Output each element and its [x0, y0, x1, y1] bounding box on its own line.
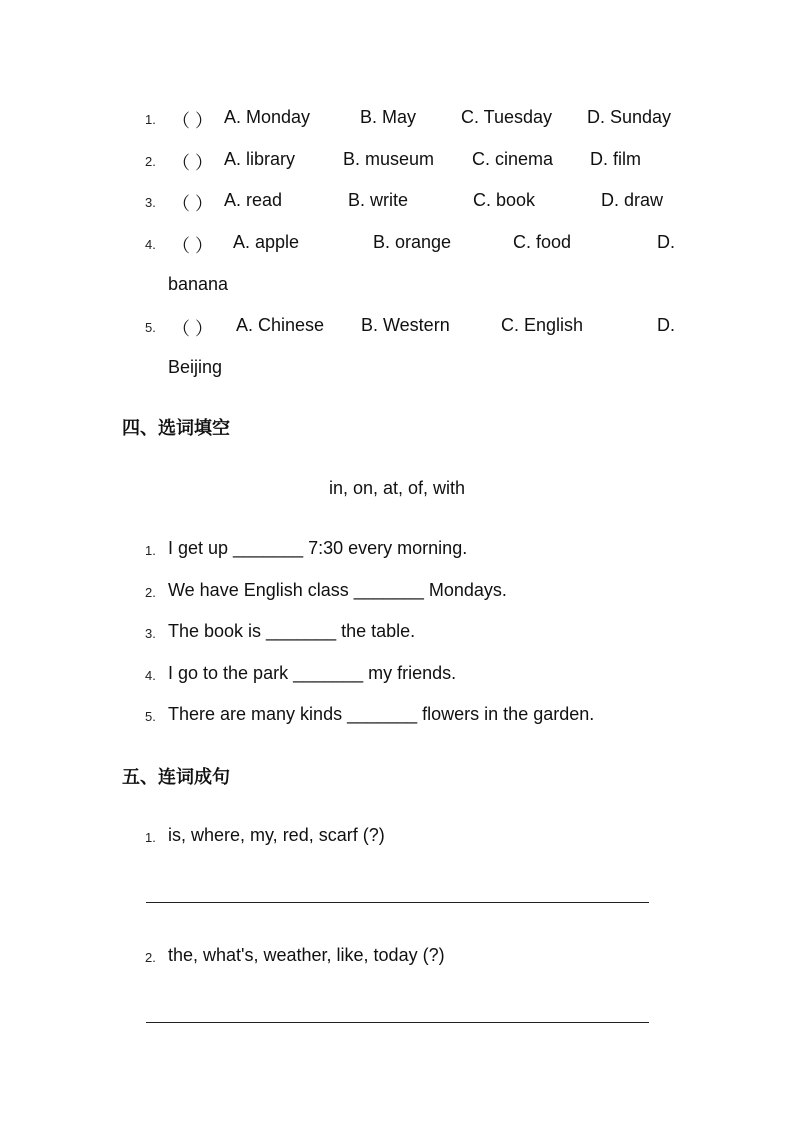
option-d-continued: banana — [168, 274, 229, 294]
option-a: A. apple — [233, 232, 300, 252]
fill-sentence: There are many kinds _______ flowers in the garden. — [168, 704, 595, 724]
option-b: B. orange — [373, 232, 452, 252]
fill-sentence: The book is _______ the table. — [168, 621, 416, 641]
option-b: B. May — [360, 107, 417, 127]
option-d: D. draw — [601, 190, 664, 210]
option-d: D. — [657, 232, 675, 252]
option-d: D. — [657, 315, 675, 335]
item-number: 3. — [145, 626, 156, 641]
item-number: 1. — [145, 830, 156, 845]
answer-line[interactable] — [146, 902, 649, 903]
item-number: 2. — [145, 585, 156, 600]
option-c: C. cinema — [472, 149, 554, 169]
option-c: C. English — [501, 315, 584, 335]
item-number: 4. — [145, 237, 156, 252]
item-number: 1. — [145, 112, 156, 127]
item-number: 5. — [145, 709, 156, 724]
fill-sentence: I get up _______ 7:30 every morning. — [168, 538, 468, 558]
option-c: C. Tuesday — [461, 107, 553, 127]
answer-blank[interactable]: （ ） — [172, 194, 214, 214]
answer-blank[interactable]: （ ） — [172, 153, 214, 173]
word-prompt: is, where, my, red, scarf (?) — [168, 825, 385, 845]
word-prompt: the, what's, weather, like, today (?) — [168, 945, 445, 965]
item-number: 5. — [145, 320, 156, 335]
option-a: A. Monday — [224, 107, 311, 127]
answer-blank[interactable]: （ ） — [172, 111, 214, 131]
option-d: D. Sunday — [587, 107, 672, 127]
answer-blank[interactable]: （ ） — [172, 319, 214, 339]
item-number: 2. — [145, 154, 156, 169]
option-d: D. film — [590, 149, 641, 169]
word-bank: in, on, at, of, with — [328, 478, 466, 498]
answer-blank[interactable]: （ ） — [172, 236, 214, 256]
section-heading: 四、选词填空 — [122, 418, 230, 439]
answer-line[interactable] — [146, 1022, 649, 1023]
option-a: A. Chinese — [236, 315, 325, 335]
item-number: 2. — [145, 950, 156, 965]
fill-sentence: We have English class _______ Mondays. — [168, 580, 507, 600]
option-b: B. museum — [343, 149, 435, 169]
option-a: A. read — [224, 190, 283, 210]
fill-sentence: I go to the park _______ my friends. — [168, 663, 457, 683]
option-b: B. Western — [361, 315, 450, 335]
section-heading: 五、连词成句 — [122, 767, 230, 788]
option-a: A. library — [224, 149, 296, 169]
item-number: 1. — [145, 543, 156, 558]
option-c: C. book — [473, 190, 536, 210]
option-d-continued: Beijing — [168, 357, 223, 377]
item-number: 3. — [145, 195, 156, 210]
option-b: B. write — [348, 190, 409, 210]
item-number: 4. — [145, 668, 156, 683]
option-c: C. food — [513, 232, 572, 252]
